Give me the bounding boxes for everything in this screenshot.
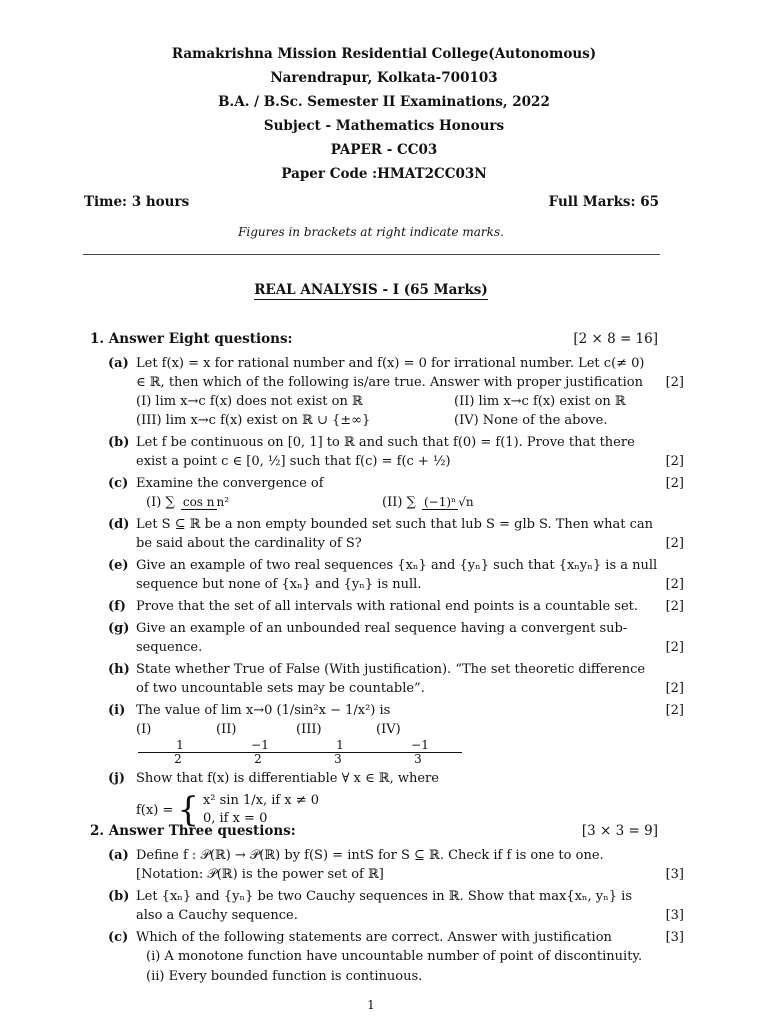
marks: [2] [665, 640, 684, 655]
marks: [2] [665, 375, 684, 390]
full-marks: Full Marks: 65 [548, 194, 659, 210]
question-2-items [108, 846, 684, 990]
question-1-items [108, 354, 684, 831]
q1-item-h: (h) State whether True of False (With justification). “The set theoretic difference of two uncountable sets may be countable”. [2] [108, 662, 684, 696]
piecewise-function: f(x) = { x² sin 1/x, if x ≠ 0 0, if x = 0 [136, 790, 320, 830]
q1-item-e: (e) Give an example of two real sequences {xₙ} and {yₙ} such that {xₙyₙ} is a null sequence but none of {xₙ} and {yₙ} is null. [2] [108, 558, 684, 592]
statement-i: (i) A monotone function have uncountable number of point of discontinuity. [146, 949, 643, 964]
marks: [3] [665, 930, 684, 945]
marks: [2] [665, 476, 684, 491]
college-address: Narendrapur, Kolkata-700103 [270, 70, 498, 86]
q1-item-j: (j) Show that f(x) is differentiable ∀ x ∈ ℝ, where f(x) = { x² sin 1/x, if x ≠ 0 0, if x = 0 [108, 769, 684, 828]
marks: [3] [665, 908, 684, 923]
marks: [2] [665, 599, 684, 614]
marks: [2] [665, 454, 684, 469]
section-title: REAL ANALYSIS - I (65 Marks) [254, 282, 488, 298]
q1-item-d: (d) Let S ⊆ ℝ be a non empty bounded set such that lub S = glb S. Then what can be said about the cardinality of S? [2] [108, 517, 684, 551]
question-1-header: 1. Answer Eight questions: [2 × 8 = 16] [90, 331, 658, 347]
question-2-marks: [3 × 3 = 9] [581, 823, 658, 839]
q1-item-c: (c) Examine the convergence of (I) ∑ cos n n² (II) ∑ (−1)ⁿ √n [2] [108, 476, 684, 510]
q2-item-a: (a) Define f : 𝒫(ℝ) → 𝒫(ℝ) by f(S) = intS for S ⊆ ℝ. Check if f is one to one. [Notation: 𝒫(ℝ) is the power set of ℝ] [3] [108, 848, 684, 882]
q1-item-a: (a) Let f(x) = x for rational number and f(x) = 0 for irrational number. Let c(≠ 0) ∈ ℝ, then which of the following is/are true. Answer with proper justification (I) lim x→c f(x) does not exist on ℝ (II) lim x→c f(x) exist on ℝ (III) lim x→c f(x) exist on ℝ ∪ {±∞} (IV) None of the above. [2] [108, 356, 684, 428]
q2-item-c: (c) Which of the following statements are correct. Answer with justification (i) A monotone function have uncountable number of point of discontinuity. (ii) Every bounded function is continuous. [3] [108, 928, 684, 987]
marks-note: Figures in brackets at right indicate marks. [238, 225, 504, 239]
header [0, 42, 768, 186]
exam-title: B.A. / B.Sc. Semester II Examinations, 2022 [218, 94, 550, 110]
statement-ii: (ii) Every bounded function is continuous. [146, 969, 423, 984]
college-name: Ramakrishna Mission Residential College(Autonomous) [171, 46, 597, 62]
page-number: 1 [367, 998, 375, 1012]
marks: [2] [665, 577, 684, 592]
time: Time: 3 hours [84, 194, 190, 210]
q1-item-i: (i) The value of lim x→0 (1/sin²x − 1/x²) is $(I)\frac{1}{2}$ $(II)\frac{-1}{2}$ $(III)\frac{1}{3}$ $(IV)\frac{-1}{3}$ [2] [108, 703, 684, 766]
marks: [2] [665, 703, 684, 718]
paper-code: Paper Code :HMAT2CC03N [281, 166, 487, 182]
q2-item-b: (b) Let {xₙ} and {yₙ} be two Cauchy sequences in ℝ. Show that max{xₙ, yₙ} is also a Cauchy sequence. [3] [108, 889, 684, 923]
paper: PAPER - CC03 [330, 142, 438, 158]
question-1-marks: [2 × 8 = 16] [573, 331, 658, 347]
divider [83, 254, 660, 255]
time-marks-line [84, 194, 659, 210]
q1-item-b: (b) Let f be continuous on [0, 1] to ℝ and such that f(0) = f(1). Prove that there exist a point c ∈ [0, ½] such that f(c) = f(c + ½) [2] [108, 435, 684, 469]
marks: [3] [665, 867, 684, 882]
q1-item-g: (g) Give an example of an unbounded real sequence having a convergent sub-sequence. [2] [108, 621, 684, 655]
marks: [2] [665, 536, 684, 551]
question-2-header: 2. Answer Three questions: [3 × 3 = 9] [90, 823, 658, 839]
subject: Subject - Mathematics Honours [263, 118, 505, 134]
marks: [2] [665, 681, 684, 696]
q1-item-f: (f) Prove that the set of all intervals with rational end points is a countable set. [2] [108, 599, 684, 614]
